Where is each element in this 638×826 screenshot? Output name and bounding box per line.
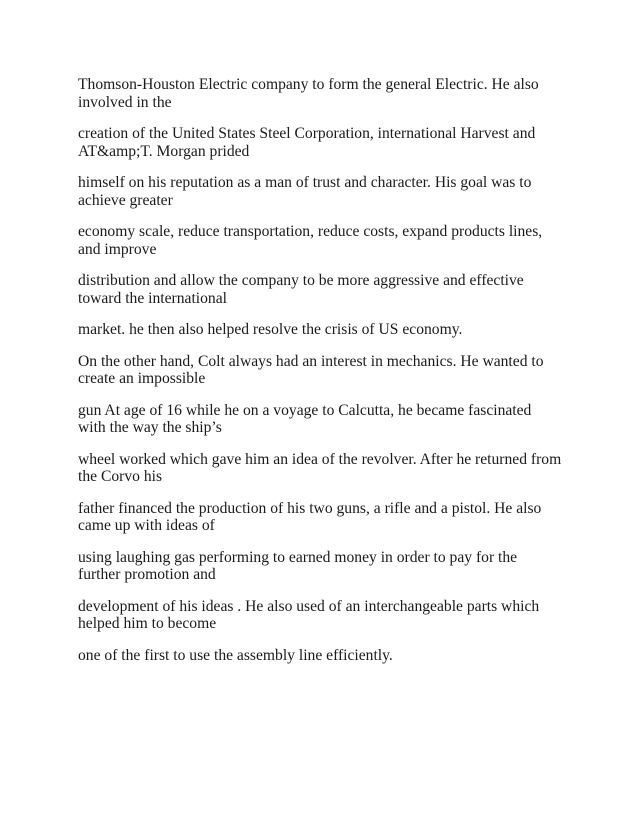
paragraph: economy scale, reduce transportation, reduce costs, expand products lines, and improve — [78, 223, 543, 258]
paragraph: himself on his reputation as a man of trust and character. His goal was to achieve greater — [78, 174, 532, 209]
paragraph: one of the first to use the assembly line efficiently. — [78, 646, 393, 664]
paragraph: creation of the United States Steel Corporation, international Harvest and AT&amp;T. Morgan prided — [78, 125, 536, 160]
paragraph: distribution and allow the company to be more aggressive and effective toward the international — [78, 272, 524, 307]
paragraph: father financed the production of his two guns, a rifle and a pistol. He also came up with ideas of — [78, 499, 542, 534]
paragraph: market. he then also helped resolve the crisis of US economy. — [78, 321, 463, 338]
paragraph: Thomson-Houston Electric company to form the general Electric. He also involved in the — [78, 76, 539, 111]
paragraph: gun At age of 16 while he on a voyage to Calcutta, he became fascinated with the way the ship’s — [78, 401, 532, 436]
paragraph: development of his ideas . He also used of an interchangeable parts which helped him to become — [78, 597, 540, 632]
paragraph: On the other hand, Colt always had an interest in mechanics. He wanted to create an impossible — [78, 352, 544, 387]
paragraph: using laughing gas performing to earned money in order to pay for the further promotion and — [78, 548, 518, 583]
paragraph: wheel worked which gave him an idea of the revolver. After he returned from the Corvo his — [78, 450, 562, 485]
document-body — [78, 76, 562, 678]
